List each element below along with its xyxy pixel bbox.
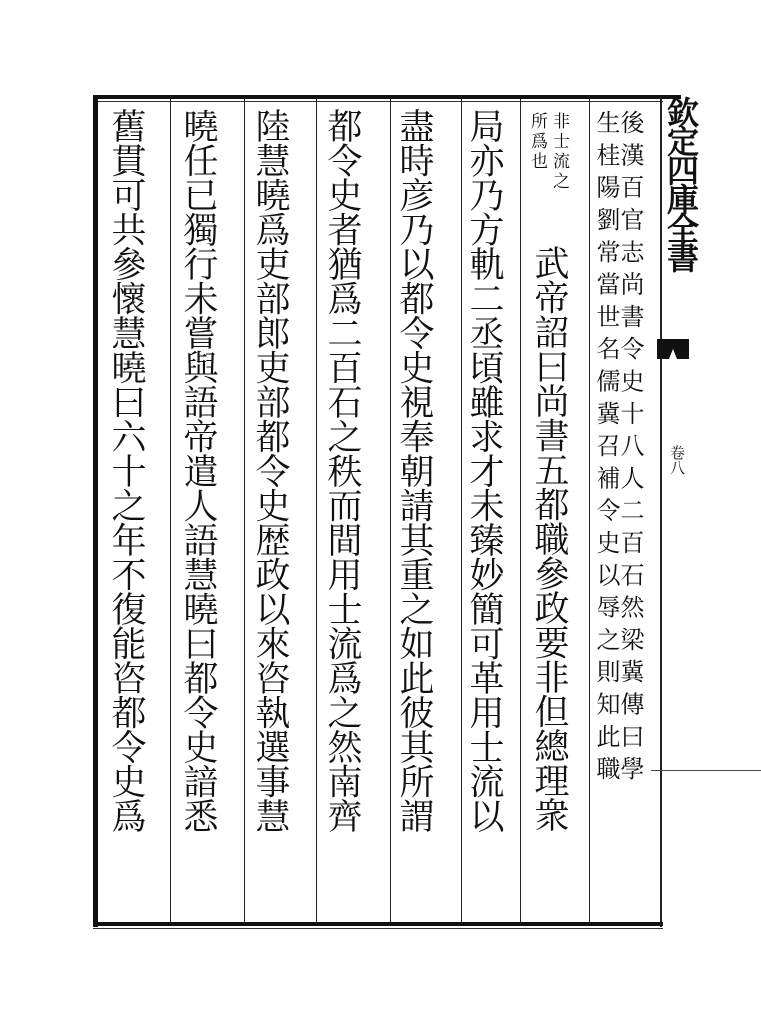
column-rule xyxy=(170,99,171,922)
annotation-line-1: 後漢百官志尚書令史十八人二百石然梁冀傳曰學 xyxy=(616,110,644,789)
column-rule xyxy=(589,99,590,922)
juan-number: 卷八 xyxy=(668,445,686,475)
column-rule xyxy=(316,99,317,922)
frame-bottom-border xyxy=(93,922,663,926)
column-rule xyxy=(244,99,245,922)
text-column-3: 武帝詔曰尚書五都職參政要非但總理衆 xyxy=(529,245,569,832)
annotation-line-3a: 非士流之 xyxy=(549,112,569,192)
annotation-line-2: 生桂陽劉常當世名儒冀召補令史以辱之則知此職 xyxy=(592,110,620,789)
frame-left-border xyxy=(93,95,98,927)
page-fold-line xyxy=(651,770,761,771)
text-column-7: 陸慧曉爲吏部郎吏部都令史歴政以來咨執選事慧 xyxy=(250,108,290,833)
column-rule xyxy=(461,99,462,922)
column-rule xyxy=(390,99,391,922)
fish-tail-mark-icon xyxy=(655,335,691,363)
annotation-line-3b: 所爲也 xyxy=(527,112,547,172)
text-column-9: 舊貫可共參懷慧曉曰六十之年不復能咨都令史爲 xyxy=(106,108,146,833)
text-column-4: 局亦乃方軌二丞頃雖求才未臻妙簡可革用士流以 xyxy=(464,108,504,833)
text-column-8: 曉任已獨行未嘗與語帝遣人語慧曉曰都令史諳悉 xyxy=(178,108,218,833)
text-column-5: 盡時彦乃以都令史視奉朝請其重之如此彼其所謂 xyxy=(394,108,434,833)
frame-top-inner-border xyxy=(93,101,663,102)
gutter-title: 欽定四庫全書 xyxy=(662,96,700,270)
column-rule xyxy=(520,99,521,922)
text-column-6: 都令史者猶爲二百石之秩而間用士流爲之然南齊 xyxy=(322,108,362,833)
frame-top-border xyxy=(93,95,681,99)
frame-bottom-inner-border xyxy=(93,928,663,929)
